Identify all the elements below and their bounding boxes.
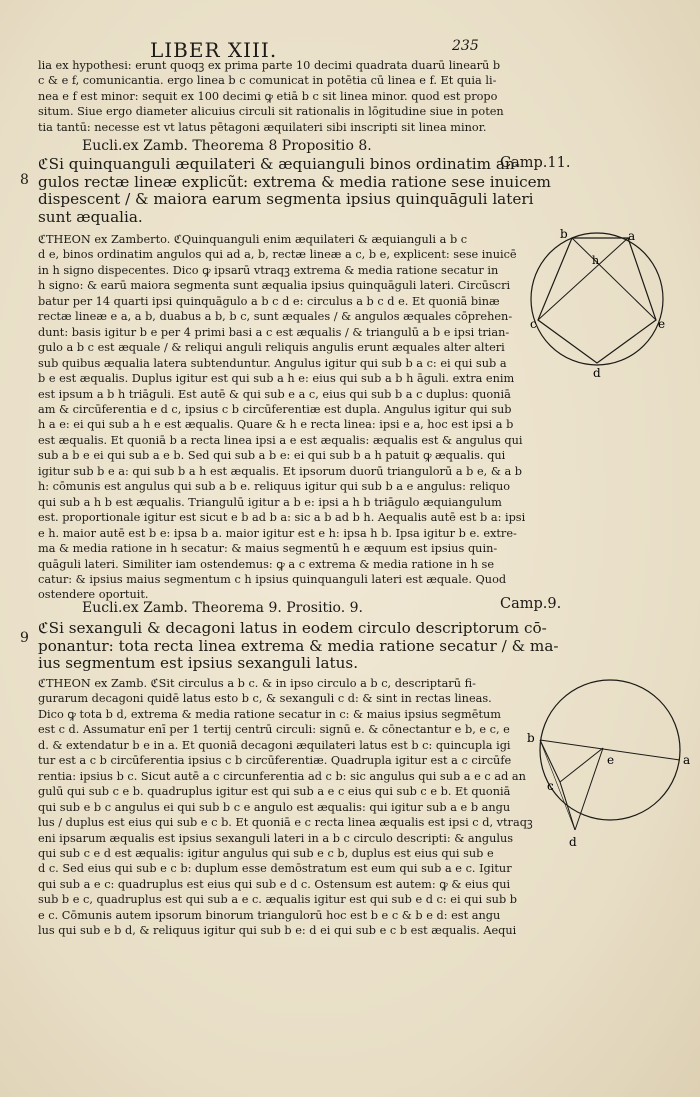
text-line: h signo: & earū maiora segmenta sunt æqualia ipsius quinquāguli lateri. Circūscri bbox=[38, 279, 511, 293]
text-line: lia ex hypothesi: erunt quoqꝫ ex prima parte 10 decimi quadrata duarū linearū b bbox=[38, 59, 501, 72]
text-line: situm. Siue ergo diameter alicuius circuli sit rationalis in lōgitudine siue in poten bbox=[38, 105, 504, 119]
statement-line: gulos rectæ lineæ explicũt: extrema & media ratione sese inuicem bbox=[38, 172, 551, 191]
statement-line: dispescent / & maiora earum segmenta ipsius quinquāguli lateri bbox=[38, 190, 534, 208]
hexagon-decagon-figure bbox=[525, 680, 695, 860]
text-line: est. proportionale igitur est sicut e b ad b a: sic a b ad b h. Aequalis autē est b a: ipsi bbox=[38, 511, 526, 525]
text-line: dunt: basis igitur b e per 4 primi basi a c est æqualis / & triangulū a b e ipsi trian- bbox=[38, 325, 510, 339]
text-line: est æqualis. Et quoniā b a recta linea ipsi a e est æqualis: æqualis est & angulus qui bbox=[38, 433, 523, 447]
side-bc bbox=[540, 740, 560, 782]
figure-label-e: e bbox=[658, 317, 666, 331]
text-line: est ipsum a b h triāguli. Est autē & qui sub e a c, eius qui sub b a c duplus: quoniā bbox=[38, 387, 511, 401]
statement-line: ius segmentum est ipsius sexanguli latus. bbox=[38, 654, 359, 672]
text-line: quāguli lateri. Similiter iam ostendemus: ꝙ a c extrema & media ratione in h se bbox=[38, 557, 495, 571]
text-line: ma & media ratione in h secatur: & maius segmentū h e æquum est ipsius quin- bbox=[38, 542, 498, 556]
theorem-9-commentary bbox=[38, 676, 533, 939]
statement-line: ponantur: tota recta linea extrema & media ratione secatur / & ma- bbox=[38, 636, 559, 655]
text-line: e c. Cōmunis autem ipsorum binorum triangulorū hoc est b e c & b e d: est angu bbox=[38, 908, 501, 922]
text-line: e h. maior autē est b e: ipsa b a. maior igitur est e h: ipsa h b. Ipsa igitur b e. extre- bbox=[38, 526, 517, 540]
text-line: rentia: ipsius b c. Sicut autē a c circunferentia ad c b: sic angulus qui sub a e c ad an bbox=[38, 769, 526, 783]
margin-number-8: 8 bbox=[20, 172, 29, 188]
text-line: d e, binos ordinatim angulos qui ad a, b, rectæ lineæ a c, b e, explicent: sese inuicē bbox=[38, 248, 517, 262]
text-line: qui sub a e c: quadruplus est eius qui sub e d c. Ostensum est autem: ꝙ & eius qui bbox=[38, 877, 511, 891]
text-line: ℭTHEON ex Zamberto. ℭQuinquanguli enim æquilateri & æquianguli a b c bbox=[38, 233, 468, 246]
text-line: ℭTHEON ex Zamb. ℭSit circulus a b c. & in ipso circulo a b c, descriptarū fi- bbox=[38, 677, 476, 690]
intro-paragraph bbox=[38, 58, 504, 135]
campanus-reference-9: Camp.9. bbox=[500, 596, 562, 612]
text-line: qui sub c e d est æqualis: igitur angulus qui sub e c b, duplus est eius qui sub e bbox=[38, 846, 494, 860]
text-line: b e est æqualis. Duplus igitur est qui sub a h e: eius qui sub a b h āguli. extra enim bbox=[38, 372, 515, 386]
text-line: igitur sub b e a: qui sub b a h est æqualis. Et ipsorum duorū triangulorū a b e, & a b bbox=[38, 464, 523, 478]
text-line: sub b e c, quadruplus est qui sub a e c. æqualis igitur est qui sub e d c: ei qui sub b bbox=[38, 893, 518, 907]
figure-label-b: b bbox=[560, 227, 568, 241]
theorem-8-commentary bbox=[38, 232, 526, 603]
figure-label-a: a bbox=[628, 229, 636, 243]
figure-label-c: c bbox=[547, 779, 554, 793]
text-line: tur est a c b circūferentia ipsius c b circūferentiæ. Quadrupla igitur est a c circūfe bbox=[38, 754, 512, 768]
text-line: am & circūferentia e d c, ipsius c b circūferentiæ est dupla. Angulus igitur qui sub bbox=[38, 402, 512, 416]
text-line: in h signo dispecentes. Dico ꝙ ipsarū vtraqꝫ extrema & media ratione secatur in bbox=[38, 263, 499, 277]
campanus-reference-11: Camp.11. bbox=[500, 155, 571, 171]
text-line: est c d. Assumatur enī per 1 tertij centrū circuli: signū e. & cōnectantur e b, e c, e bbox=[38, 723, 510, 737]
text-line: c & e f, comunicantia. ergo linea b c comunicat in potētia cū linea e f. Et quia li- bbox=[38, 74, 497, 88]
figure-label-b: b bbox=[527, 731, 535, 745]
figure-label-h: h bbox=[592, 254, 600, 267]
text-line: catur: & ipsius maius segmentum c h ipsius quinquanguli lateri est æquale. Quod bbox=[38, 572, 507, 586]
theorem-8-heading: Eucli.ex Zamb. Theorema 8 Propositio 8. bbox=[82, 138, 372, 154]
text-line: lus / duplus est eius qui sub e c b. Et quoniā e c recta linea æqualis est ipsi c d, vtraqꝫ bbox=[38, 816, 533, 830]
text-line: gulū qui sub c e b. quadruplus igitur est qui sub a e c eius qui sub c e b. Et quoniā bbox=[38, 785, 511, 799]
text-line: h a e: ei qui sub a h e est æqualis. Quare & h e recta linea: ipsi e a, hoc est ipsi a b bbox=[38, 418, 514, 432]
text-line: qui sub e b c angulus ei qui sub b c e angulo est æqualis: qui igitur sub a e b angu bbox=[38, 800, 511, 814]
text-line: d c. Sed eius qui sub e c b: duplum esse demōstratum est eum qui sub a e c. Igitur bbox=[38, 862, 512, 876]
figure-label-a: a bbox=[683, 753, 691, 767]
statement-line: sunt æqualia. bbox=[38, 207, 143, 226]
figure-label-d: d bbox=[593, 366, 601, 380]
text-line: d. & extendatur b e in a. Et quoniā decagoni æquilateri latus est b c: quincupla igi bbox=[38, 738, 511, 752]
text-line: h: cōmunis est angulus qui sub a b e. reliquus igitur qui sub b a e angulus: reliquo bbox=[38, 480, 511, 494]
text-line: rectæ lineæ e a, a b, duabus a b, b c, sunt æquales / & angulos æquales cōprehen- bbox=[38, 310, 513, 324]
theorem-9-statement bbox=[38, 619, 559, 673]
margin-number-9: 9 bbox=[20, 630, 29, 646]
figure-label-e: e bbox=[607, 753, 615, 767]
text-line: gurarum decagoni quidē latus esto b c, & sexanguli c d: & sint in rectas lineas. bbox=[38, 692, 492, 706]
text-line: eni ipsarum æqualis est ipsius sexanguli lateri in a b c circulo descripti: & angulus bbox=[38, 831, 514, 845]
text-line: lus qui sub e b d, & reliquus igitur qui sub b e: d ei qui sub e c b est æqualis. Aequi bbox=[38, 924, 517, 938]
side-cd bbox=[560, 782, 575, 830]
page-number: 235 bbox=[452, 38, 479, 54]
line-bd bbox=[540, 740, 575, 830]
text-line: Dico ꝙ tota b d, extrema & media ratione secatur in c: & maius ipsius segmētum bbox=[38, 707, 501, 721]
pentagon-in-circle-figure bbox=[520, 222, 680, 382]
figure-label-c: c bbox=[530, 317, 537, 331]
text-line: gulo a b c est æquale / & reliqui anguli reliquis angulis erunt æquales alter alteri bbox=[38, 341, 505, 355]
statement-line: ℭSi sexanguli & decagoni latus in eodem circulo descriptorum cō- bbox=[38, 619, 547, 637]
text-line: nea e f est minor: sequit ex 100 decimi ꝙ etiā b c sit linea minor. quod est propo bbox=[38, 89, 498, 103]
text-line: sub a b e ei qui sub a e b. Sed qui sub a b e: ei qui sub b a h patuit ꝙ æqualis. qui bbox=[38, 449, 506, 463]
text-line: tia tantū: necesse est vt latus pētagoni æquilateri sibi inscripti sit linea minor. bbox=[38, 120, 487, 134]
text-line: batur per 14 quarti ipsi quinquāgulo a b c d e: circulus a b c d e. Et quoniā binæ bbox=[38, 294, 500, 308]
text-line: sub quibus æqualia latera subtenduntur. Angulus igitur qui sub b a c: ei qui sub a bbox=[38, 356, 507, 370]
theorem-9-heading: Eucli.ex Zamb. Theorema 9. Prositio. 9. bbox=[82, 600, 363, 616]
text-line: qui sub a h b est æqualis. Triangulū igitur a b e: ipsi a h b triāgulo æquiangulum bbox=[38, 495, 502, 509]
circumscribed-circle bbox=[531, 233, 666, 365]
figure-label-d: d bbox=[569, 835, 577, 849]
line-ec bbox=[560, 748, 603, 782]
statement-line: ℭSi quinquanguli æquilateri & æquianguli binos ordinatim an- bbox=[38, 155, 520, 173]
line-ed bbox=[575, 748, 603, 830]
running-header: LIBER XIII. bbox=[150, 38, 278, 62]
text-line: ostendere oportuit. bbox=[38, 588, 149, 602]
